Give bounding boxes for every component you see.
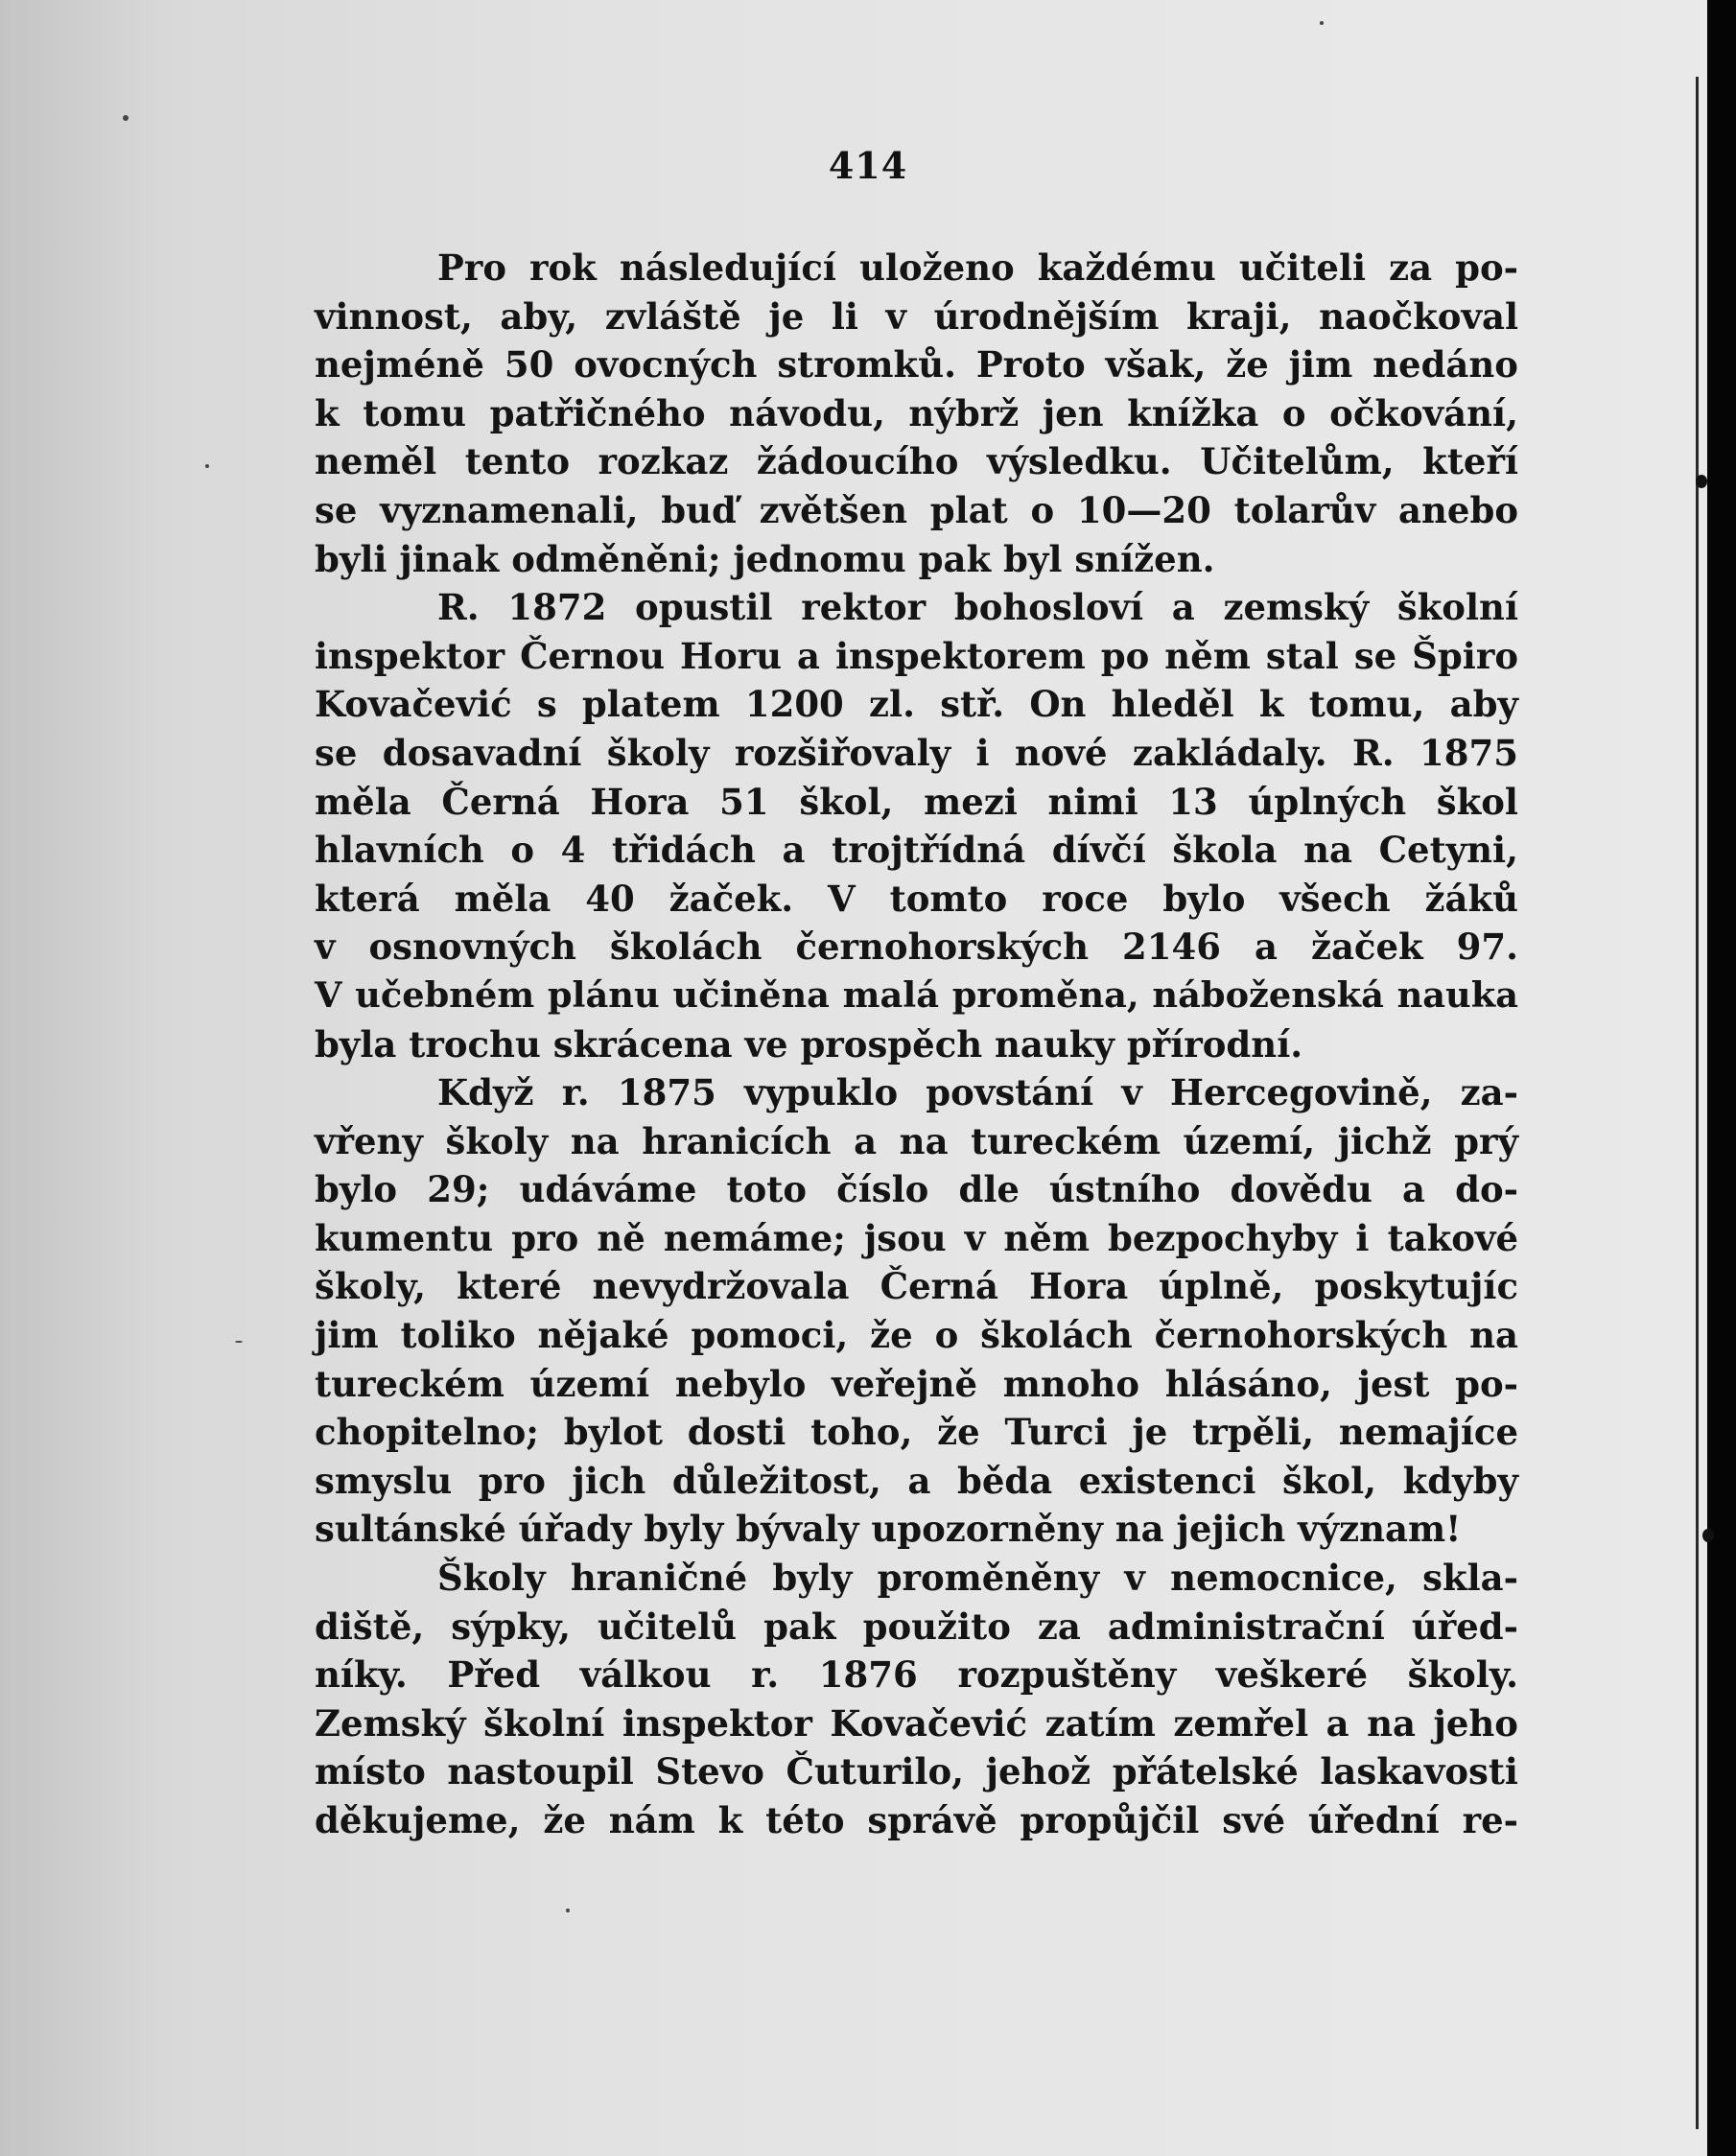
text-line: chopitelno; bylot dosti toho, že Turci je trpěli, nemajíce [315, 1411, 1518, 1454]
text-line: kumentu pro ně nemáme; jsou v něm bezpochyby i takové [315, 1216, 1518, 1259]
text-line: byli jinak odměněni; jednomu pak byl snížen. [315, 537, 1215, 580]
text-line: sultánské úřady byly bývaly upozorněny na jejich význam! [315, 1508, 1462, 1551]
text-line: tureckém území nebylo veřejně mnoho hlásáno, jest po- [315, 1362, 1518, 1405]
body-text [315, 244, 1518, 1845]
text-line: děkujeme, že nám k této správě propůjčil své úřední re- [315, 1799, 1518, 1841]
text-line: bylo 29; udáváme toto číslo dle ústního dovědu a do- [315, 1168, 1518, 1211]
scan-border [1707, 0, 1736, 2156]
scan-speck [566, 1909, 570, 1912]
text-line: Pro rok následující uloženo každému učiteli za po- [437, 246, 1518, 289]
text-line: měla Černá Hora 51 škol, mezi nimi 13 úplných škol [315, 780, 1518, 823]
scan-speck [123, 115, 129, 121]
text-line: se vyznamenali, buď zvětšen plat o 10—20 tolarův anebo [315, 488, 1518, 531]
scan-speck [1320, 21, 1324, 25]
scan-speck [1702, 1529, 1714, 1542]
text-line: hlavních o 4 třidách a trojtřídná dívčí škola na Cetyni, [315, 829, 1518, 872]
text-line: Školy hraničné byly proměněny v nemocnice, skla- [437, 1557, 1518, 1600]
text-line: místo nastoupil Stevo Čuturilo, jehož přátelské laskavosti [315, 1750, 1518, 1793]
text-line: diště, sýpky, učitelů pak použito za administrační úřed- [315, 1605, 1518, 1648]
scan-speck [1696, 475, 1707, 488]
text-line: byla trochu skrácena ve prospěch nauky přírodní. [315, 1022, 1303, 1066]
scan-speck [235, 1341, 243, 1343]
text-line: jim toliko nějaké pomoci, že o školách černohorských na [315, 1314, 1518, 1357]
text-line: Když r. 1875 vypuklo povstání v Hercegovině, za- [437, 1071, 1518, 1114]
text-line: níky. Před válkou r. 1876 rozpuštěny veškeré školy. [315, 1653, 1518, 1697]
text-line: neměl tento rozkaz žádoucího výsledku. Učitelům, kteří [315, 440, 1518, 483]
text-line: inspektor Černou Horu a inspektorem po něm stal se Špiro [315, 634, 1518, 677]
text-line: v osnovných školách černohorských 2146 a žaček 97. [315, 926, 1518, 969]
text-line: smyslu pro jich důležitost, a běda existenci škol, kdyby [315, 1459, 1518, 1502]
scan-speck [205, 464, 209, 468]
text-line: Kovačević s platem 1200 zl. stř. On hleděl k tomu, aby [315, 683, 1518, 726]
text-line: V učebném plánu učiněna malá proměna, náboženská nauka [315, 973, 1518, 1016]
text-line: školy, které nevydržovala Černá Hora úplně, poskytujíc [315, 1265, 1518, 1308]
page-number: 414 [828, 144, 908, 187]
text-line: vinnost, aby, zvláště je li v úrodnějším kraji, naočkoval [315, 294, 1518, 338]
text-line: vřeny školy na hranicích a na tureckém území, jichž prý [315, 1119, 1518, 1162]
text-line: k tomu patřičného návodu, nýbrž jen knížka o očkování, [315, 391, 1518, 434]
text-line: R. 1872 opustil rektor bohosloví a zemský školní [437, 586, 1518, 629]
text-line: se dosavadní školy rozšiřovaly i nové zakládaly. R. 1875 [315, 731, 1518, 774]
text-line: Zemský školní inspektor Kovačević zatím zemřel a na jeho [315, 1701, 1518, 1745]
page-edge-line [1696, 77, 1699, 2129]
text-line: nejméně 50 ovocných stromků. Proto však, že jim nedáno [315, 343, 1518, 387]
text-line: která měla 40 žaček. V tomto roce bylo všech žáků [315, 877, 1518, 920]
